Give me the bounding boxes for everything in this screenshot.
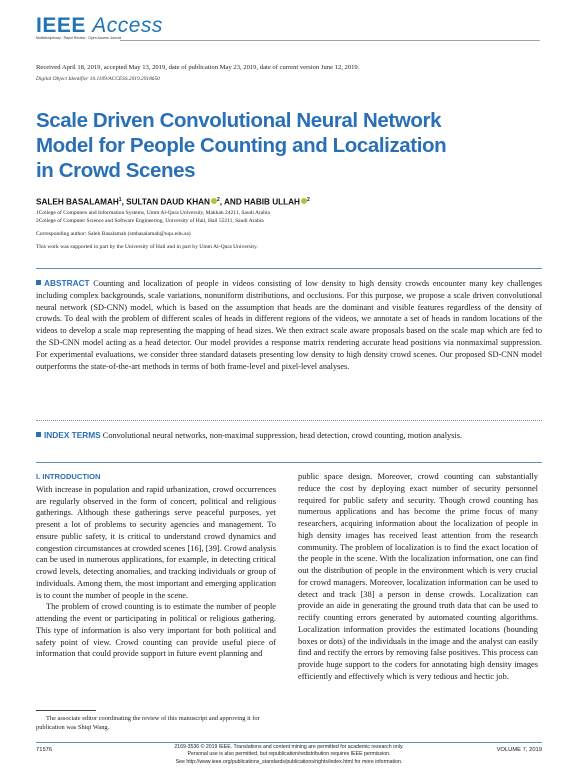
index-terms — [36, 430, 542, 442]
paragraph: public space design. Moreover, crowd counting can substantially reduce the cost by deploying exact number of security personnel required for public safety and security. Though crowd counting has numerous applications and has become the prime focus of many researchers, acquiring information about the localization of people in high density images has received least attention from the research community. The problem of localization is to find the exact location of the people in the scene. With the localization information, one can find out the distribution of people in the environment which is very crucial for crowd managers. Moreover, localization information can be used to detect and track [38] a person in dense crowds. Localization can provide an aide in generating the ground truth data that can be used to rectify counting errors generated by automated counting algorithms. Localization information provides the estimated locations (bounding boxes or dots) of the individuals in the image and the analyst can easily find and rectify the errors by removing false positives. This process can provide huge support to the coders for annotating high density images efficiently and effectively which is very tedious and hectic job. — [298, 472, 538, 681]
abstract-rule-top — [36, 268, 542, 269]
corresponding-author: Corresponding author: Saleh Basalamah (smbasalamah@uqu.edu.sa) — [36, 231, 191, 237]
right-column — [298, 471, 538, 683]
copyright-line: Personal use is also permitted, but republication/redistribution requires IEEE permission. — [187, 751, 391, 758]
abstract — [36, 278, 542, 372]
author-name: , SULTAN DAUD KHAN — [121, 197, 210, 207]
doi: Digital Object Identifier 10.1109/ACCESS.2019.2918650 — [36, 76, 160, 82]
paper-title: Scale Driven Convolutional Neural Network Model for People Counting and Localization in Crowd Scenes — [36, 109, 447, 182]
author-name: , AND HABIB ULLAH — [219, 197, 300, 207]
paragraph: With increase in population and rapid urbanization, crowd occurrences are regularly observed in the form of concert, political and religious gatherings. Although these gatherings serve peaceful purposes, yet present a lot of problems to security agencies and management. To ensure public safety, it is critical to understand crowd dynamics and congestion circumstances at crowded scenes [16], [39]. Crowd analysis can be used in numerous applications, for example, in detecting critical crowd levels, detecting anomalies, and tracking individuals or group of individuals. Among them, the most important and emerging application is to count the number of people in the scene. — [36, 484, 276, 600]
author-name: SALEH BASALAMAH — [36, 197, 119, 207]
journal-logo — [36, 14, 163, 38]
square-bullet-icon — [36, 432, 41, 437]
logo-ieee: IEEE — [36, 14, 86, 37]
author-sup: 2 — [216, 197, 220, 203]
copyright-line[interactable]: See http://www.ieee.org/publications_standards/publications/rights/index.html for more information. — [175, 758, 403, 765]
author-sup: 1 — [118, 197, 122, 203]
index-terms-rule — [36, 462, 542, 463]
editor-footnote: The associate editor coordinating the review of this manuscript and approving it for publication was Shiqi Wang. — [36, 715, 260, 731]
paragraph: The problem of crowd counting is to estimate the number of people attending the event or participating in political or religious gathering. This type of information is also very important for both political and safety point of view. Crowd counting can provide useful piece of information that could provide support in future event planning and — [36, 602, 276, 659]
funding-note: This work was supported in part by the University of Hail and in part by Umm Al-Qura University. — [36, 244, 258, 250]
abstract-text: Counting and localization of people in videos consisting of low density to high density crowds encounter many key challenges including complex backgrounds, scale variations, nonuniform distributions, and occlusions. For this purpose, we propose a scale driven convolutional neural network (SD-CNN) model, which is based on the assumption that heads are the dominant and visible features regardless of the density of crowds. To deal with the problem of different scales of heads in different regions of the videos, we annotate a set of heads in random locations of the videos to develop a scale map representing the mapping of head sizes. We then extract scale aware proposals based on the scale map which are fed to the SD-CNN model acting as a head detector. Our model provides a response matrix rendering accurate head positions via nonmaximal suppression. For experimental evaluations, we consider three standard datasets presenting low density to high density crowd scenes. Our proposed SD-CNN model outperforms the state-of-the-art methods in terms of both frame-level and pixel-level analyses. — [36, 279, 542, 371]
logo-access: Access — [92, 14, 163, 37]
index-terms-text: Convolutional neural networks, non-maximal suppression, head detection, crowd counting, motion analysis. — [102, 431, 463, 440]
affiliation: 2College of Computer Science and Software Engineering, University of Hail, Hail 55211, Saudi Arabia — [36, 218, 264, 224]
section-heading: I. INTRODUCTION — [36, 472, 101, 481]
volume-info: VOLUME 7, 2019 — [496, 747, 542, 753]
page-number: 71576 — [36, 747, 53, 753]
abstract-label: ABSTRACT — [44, 278, 90, 288]
left-column — [36, 471, 276, 660]
footnote-rule — [36, 710, 96, 711]
footer-rule — [36, 742, 542, 743]
index-terms-label: INDEX TERMS — [44, 430, 101, 440]
copyright-line: 2169-3536 © 2019 IEEE. Translations and content mining are permitted for academic research only. — [174, 744, 404, 750]
author-sup: 2 — [306, 197, 310, 203]
square-bullet-icon — [36, 280, 41, 285]
copyright-notice — [130, 744, 448, 766]
affiliation: 1College of Computers and Information Systems, Umm Al-Qura University, Makkah 24211, Saudi Arabia — [36, 210, 270, 216]
author-list — [36, 197, 310, 207]
publication-dates: Received April 18, 2019, accepted May 13, 2019, date of publication May 23, 2019, date of current version June 12, 2019. — [36, 64, 360, 71]
header-rule — [120, 40, 540, 41]
journal-tagline: Multidisciplinary : Rapid Review : Open Access Journal — [36, 36, 122, 40]
abstract-divider — [36, 420, 542, 421]
